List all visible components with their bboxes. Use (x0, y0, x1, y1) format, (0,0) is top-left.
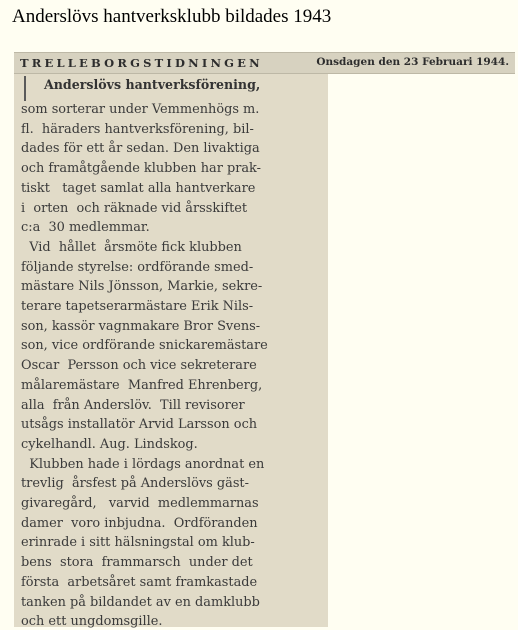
article-line: Klubben hade i lördags anordnat en (21, 456, 265, 472)
article-line: trevlig årsfest på Anderslövs gäst- (21, 476, 249, 492)
article-heading: Anderslövs hantverksförening, (44, 77, 261, 92)
article-line: alla från Anderslöv. Till revisorer (21, 397, 245, 413)
article-line: givaregård, varvid medlemmarnas (21, 496, 259, 511)
article-line: fl. häraders hantverksförening, bil- (21, 121, 254, 137)
article-line: tanken på bildandet av en damklubb (21, 594, 260, 610)
article-line: första arbetsåret samt framkastade (21, 574, 258, 590)
article-line: tiskt taget samlat alla hantverkare (21, 180, 256, 196)
article-line: damer voro inbjudna. Ordföranden (21, 515, 258, 531)
article-line: dades för ett år sedan. Den livaktiga (21, 141, 260, 157)
article-line: Oscar Persson och vice sekreterare (21, 358, 257, 374)
article-line: som sorterar under Vemmenhögs m. (21, 102, 260, 117)
newspaper-clipping (14, 74, 328, 630)
page-title: Anderslövs hantverksklubb bildades 1943 (12, 6, 332, 27)
article-line: målaremästare Manfred Ehrenberg, (21, 377, 263, 393)
article-line: son, vice ordförande snickaremästare (21, 338, 268, 354)
issue-date: Onsdagen den 23 Februari 1944. (316, 56, 509, 68)
article-line: bens stora frammarsch under det (21, 555, 253, 571)
article-line: mästare Nils Jönsson, Markie, sekre- (21, 279, 263, 295)
article-line: och ett ungdomsgille. (21, 614, 163, 630)
article-line: utsågs installatör Arvid Larsson och (21, 417, 258, 433)
article-line: terare tapetserarmästare Erik Nils- (21, 299, 254, 314)
newspaper-masthead (14, 52, 515, 74)
article-line: c:a 30 medlemmar. (21, 220, 150, 236)
article-line: i orten och räknade vid årsskiftet (21, 200, 248, 216)
column-rule (24, 76, 26, 101)
article-line: cykelhandl. Aug. Lindskog. (21, 436, 198, 452)
article-line: son, kassör vagnmakare Bror Svens- (21, 318, 261, 334)
article-line: och framåtgående klubben har prak- (21, 161, 261, 177)
newspaper-name: TRELLEBORGSTIDNINGEN (20, 56, 263, 70)
article-line: erinrade i sitt hälsningstal om klub- (21, 535, 255, 551)
article-line: Vid hållet årsmöte fick klubben (21, 239, 242, 255)
article-line: följande styrelse: ordförande smed- (21, 259, 254, 275)
